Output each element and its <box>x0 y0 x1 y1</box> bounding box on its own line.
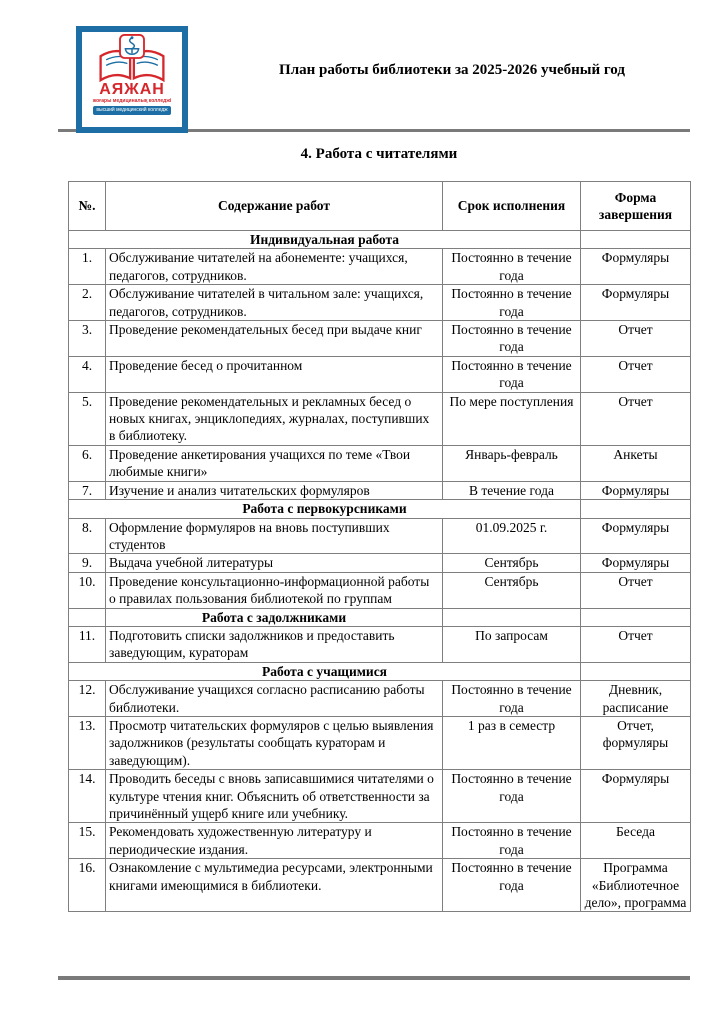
section-header-cell: Индивидуальная работа <box>69 231 581 249</box>
row-content-cell: Оформление формуляров на вновь поступивших студентов <box>106 518 443 554</box>
empty-cell <box>69 608 106 626</box>
row-form-cell: Формуляры <box>581 481 691 499</box>
row-form-cell: Отчет <box>581 572 691 608</box>
row-number-cell: 5. <box>69 392 106 445</box>
row-content-cell: Проведение рекомендательных бесед при выдаче книг <box>106 321 443 357</box>
row-number-cell: 2. <box>69 285 106 321</box>
logo-name: АЯЖАН <box>99 81 165 98</box>
section-title: 4. Работа с читателями <box>300 146 458 162</box>
column-header-content: Содержание работ <box>106 182 443 231</box>
row-number-cell: 14. <box>69 770 106 823</box>
row-content-cell: Изучение и анализ читательских формуляров <box>106 481 443 499</box>
table-row <box>69 626 691 662</box>
table-row <box>69 823 691 859</box>
section-row <box>69 608 691 626</box>
row-content-cell: Проводить беседы с вновь записавшимися читателями о культуре чтения книг. Объяснить об ответственности за причинённый ущерб книге или учебнику. <box>106 770 443 823</box>
section-row <box>69 662 691 680</box>
row-term-cell: Сентябрь <box>443 554 581 572</box>
row-form-cell: Анкеты <box>581 445 691 481</box>
row-form-cell: Формуляры <box>581 554 691 572</box>
logo-subtitle-kazakh: жоғары медициналық колледжі <box>92 98 172 104</box>
row-number-cell: 12. <box>69 681 106 717</box>
row-form-cell: Формуляры <box>581 249 691 285</box>
row-content-cell: Проведение рекомендательных и рекламных бесед о новых книгах, энциклопедиях, журналах, поступивших в библиотеку. <box>106 392 443 445</box>
book-and-snake-emblem <box>95 34 169 82</box>
table-row <box>69 859 691 912</box>
row-content-cell: Проведение консультационно-информационной работы о правилах пользования библиотекой по группам <box>106 572 443 608</box>
row-content-cell: Ознакомление с мультимедиа ресурсами, электронными книгами имеющимися в библиотеки. <box>106 859 443 912</box>
empty-cell <box>443 608 581 626</box>
row-term-cell: 1 раз в семестр <box>443 716 581 769</box>
logo-subtitle-russian: высший медицинский колледж <box>93 106 170 115</box>
row-content-cell: Обслуживание читателей в читальном зале: учащихся, педагогов, сотрудников. <box>106 285 443 321</box>
row-number-cell: 1. <box>69 249 106 285</box>
table-row <box>69 770 691 823</box>
row-form-cell: Отчет, формуляры <box>581 716 691 769</box>
row-content-cell: Рекомендовать художественную литературу и периодические издания. <box>106 823 443 859</box>
table-row <box>69 321 691 357</box>
table-row <box>69 518 691 554</box>
row-content-cell: Выдача учебной литературы <box>106 554 443 572</box>
table-body <box>69 231 691 912</box>
college-logo <box>76 26 188 133</box>
table-row <box>69 392 691 445</box>
row-form-cell: Программа «Библиотечное дело», программа <box>581 859 691 912</box>
row-content-cell: Обслуживание учащихся согласно расписанию работы библиотеки. <box>106 681 443 717</box>
column-header-form: Форма завершения <box>581 182 691 231</box>
section-row <box>69 231 691 249</box>
row-term-cell: Январь-февраль <box>443 445 581 481</box>
row-term-cell: Постоянно в течение года <box>443 356 581 392</box>
table-row <box>69 572 691 608</box>
table-row <box>69 481 691 499</box>
row-form-cell: Формуляры <box>581 770 691 823</box>
document-title: План работы библиотеки за 2025-2026 учебный год <box>279 62 625 78</box>
row-form-cell: Беседа <box>581 823 691 859</box>
row-number-cell: 7. <box>69 481 106 499</box>
row-number-cell: 4. <box>69 356 106 392</box>
row-form-cell: Формуляры <box>581 285 691 321</box>
column-header-number: №. <box>69 182 106 231</box>
row-content-cell: Просмотр читательских формуляров с целью выявления задолжников (результаты сообщать кураторам и заведующим). <box>106 716 443 769</box>
row-form-cell: Отчет <box>581 626 691 662</box>
row-term-cell: Постоянно в течение года <box>443 859 581 912</box>
table-row <box>69 681 691 717</box>
row-form-cell: Дневник, расписание <box>581 681 691 717</box>
row-term-cell: По мере поступления <box>443 392 581 445</box>
row-number-cell: 15. <box>69 823 106 859</box>
row-content-cell: Проведение анкетирования учащихся по теме «Твои любимые книги» <box>106 445 443 481</box>
row-content-cell: Обслуживание читателей на абонементе: учащихся, педагогов, сотрудников. <box>106 249 443 285</box>
row-number-cell: 11. <box>69 626 106 662</box>
row-form-cell: Отчет <box>581 392 691 445</box>
row-form-cell: Отчет <box>581 356 691 392</box>
section-header-cell: Работа с первокурсниками <box>69 500 581 518</box>
table-row <box>69 249 691 285</box>
table-row <box>69 285 691 321</box>
row-term-cell: Постоянно в течение года <box>443 285 581 321</box>
row-term-cell: Постоянно в течение года <box>443 770 581 823</box>
section-header-cell: Работа с задолжниками <box>106 608 443 626</box>
row-term-cell: Постоянно в течение года <box>443 249 581 285</box>
table-row <box>69 554 691 572</box>
work-plan-table <box>68 181 691 912</box>
row-content-cell: Проведение бесед о прочитанном <box>106 356 443 392</box>
row-term-cell: Постоянно в течение года <box>443 681 581 717</box>
table-row <box>69 445 691 481</box>
row-content-cell: Подготовить списки задолжников и предоставить заведующим, кураторам <box>106 626 443 662</box>
row-number-cell: 6. <box>69 445 106 481</box>
row-term-cell: Сентябрь <box>443 572 581 608</box>
row-number-cell: 8. <box>69 518 106 554</box>
empty-cell <box>581 662 691 680</box>
row-term-cell: В течение года <box>443 481 581 499</box>
row-term-cell: Постоянно в течение года <box>443 823 581 859</box>
row-number-cell: 16. <box>69 859 106 912</box>
section-header-cell: Работа с учащимися <box>69 662 581 680</box>
table-row <box>69 716 691 769</box>
empty-cell <box>581 500 691 518</box>
row-number-cell: 13. <box>69 716 106 769</box>
row-number-cell: 3. <box>69 321 106 357</box>
row-form-cell: Формуляры <box>581 518 691 554</box>
footer-divider <box>58 976 690 980</box>
column-header-term: Срок исполнения <box>443 182 581 231</box>
row-number-cell: 10. <box>69 572 106 608</box>
empty-cell <box>581 608 691 626</box>
table-row <box>69 356 691 392</box>
section-row <box>69 500 691 518</box>
row-term-cell: По запросам <box>443 626 581 662</box>
row-number-cell: 9. <box>69 554 106 572</box>
empty-cell <box>581 231 691 249</box>
row-term-cell: Постоянно в течение года <box>443 321 581 357</box>
table-header-row <box>69 182 691 231</box>
row-term-cell: 01.09.2025 г. <box>443 518 581 554</box>
row-form-cell: Отчет <box>581 321 691 357</box>
